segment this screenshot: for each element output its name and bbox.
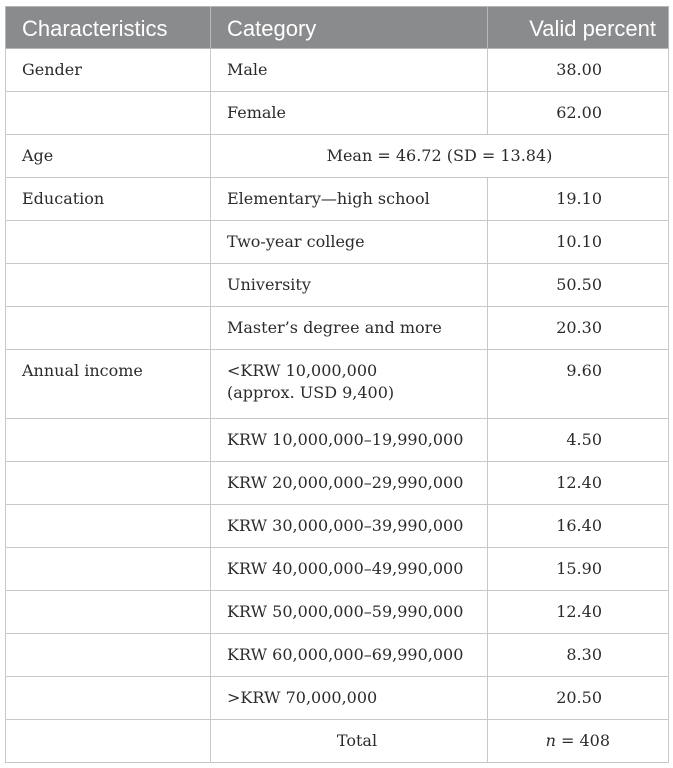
empty-cell	[6, 307, 211, 350]
total-row	[6, 720, 669, 763]
value-cell: 20.30	[488, 307, 669, 350]
table-row	[6, 178, 669, 221]
category-note: (approx. USD 9,400)	[227, 383, 395, 402]
category-cell: Two-year college	[211, 221, 488, 264]
row-label-age: Age	[6, 135, 211, 178]
demographics-table	[5, 6, 669, 763]
row-label-income: Annual income	[6, 350, 211, 419]
empty-cell	[6, 419, 211, 462]
header-valid-percent: Valid percent	[488, 7, 669, 49]
value-cell: 62.00	[488, 92, 669, 135]
category-cell: KRW 60,000,000–69,990,000	[211, 634, 488, 677]
table-row	[6, 350, 669, 419]
table-row	[6, 591, 669, 634]
value-cell: 50.50	[488, 264, 669, 307]
header-characteristics: Characteristics	[6, 7, 211, 49]
empty-cell	[6, 720, 211, 763]
value-cell: 12.40	[488, 462, 669, 505]
table-row	[6, 135, 669, 178]
category-cell: Elementary—high school	[211, 178, 488, 221]
value-cell: 16.40	[488, 505, 669, 548]
category-cell: KRW 10,000,000–19,990,000	[211, 419, 488, 462]
value-cell: 15.90	[488, 548, 669, 591]
empty-cell	[6, 264, 211, 307]
n-symbol: n	[545, 731, 556, 750]
empty-cell	[6, 548, 211, 591]
empty-cell	[6, 462, 211, 505]
category-cell: KRW 30,000,000–39,990,000	[211, 505, 488, 548]
category-cell: KRW 50,000,000–59,990,000	[211, 591, 488, 634]
category-cell: KRW 40,000,000–49,990,000	[211, 548, 488, 591]
row-label-education: Education	[6, 178, 211, 221]
category-text: <KRW 10,000,000	[227, 361, 378, 380]
category-cell: University	[211, 264, 488, 307]
row-label-gender: Gender	[6, 49, 211, 92]
table-row	[6, 264, 669, 307]
category-cell: Male	[211, 49, 488, 92]
table-row	[6, 307, 669, 350]
empty-cell	[6, 505, 211, 548]
empty-cell	[6, 591, 211, 634]
empty-cell	[6, 634, 211, 677]
table-row	[6, 634, 669, 677]
total-label: Total	[211, 720, 488, 763]
table-row	[6, 505, 669, 548]
n-value: = 408	[555, 731, 610, 750]
value-cell: 9.60	[488, 350, 669, 419]
header-category: Category	[211, 7, 488, 49]
value-cell: 20.50	[488, 677, 669, 720]
category-cell	[211, 350, 488, 419]
value-cell: 12.40	[488, 591, 669, 634]
table-row	[6, 677, 669, 720]
table-row	[6, 419, 669, 462]
table-row	[6, 49, 669, 92]
category-cell: Female	[211, 92, 488, 135]
age-summary-cell: Mean = 46.72 (SD = 13.84)	[211, 135, 669, 178]
empty-cell	[6, 92, 211, 135]
category-cell: >KRW 70,000,000	[211, 677, 488, 720]
value-cell: 4.50	[488, 419, 669, 462]
value-cell: 10.10	[488, 221, 669, 264]
table-row	[6, 221, 669, 264]
category-cell: KRW 20,000,000–29,990,000	[211, 462, 488, 505]
header-row	[6, 7, 669, 49]
value-cell: 19.10	[488, 178, 669, 221]
empty-cell	[6, 221, 211, 264]
total-value	[488, 720, 669, 763]
value-cell: 8.30	[488, 634, 669, 677]
table-row	[6, 92, 669, 135]
table-row	[6, 462, 669, 505]
value-cell: 38.00	[488, 49, 669, 92]
table-row	[6, 548, 669, 591]
empty-cell	[6, 677, 211, 720]
category-cell: Master’s degree and more	[211, 307, 488, 350]
